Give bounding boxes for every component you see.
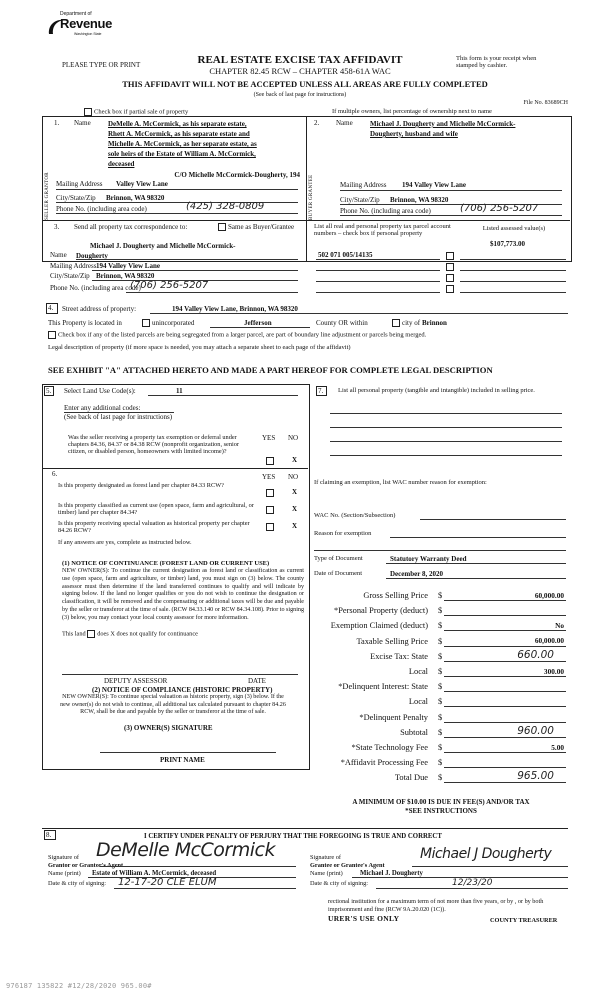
does-text: does X does not qualify for continuance <box>97 630 198 638</box>
assessed-label: Listed assessed value(s) <box>482 225 546 232</box>
tax-mailing-label: Mailing Address <box>50 262 97 270</box>
calc-label: Exemption Claimed (deduct) <box>330 621 428 631</box>
grantor-name-label: Name (print) <box>48 870 81 877</box>
dollar-sign: $ <box>438 712 443 722</box>
dollar-sign: $ <box>438 682 443 692</box>
seller-mailing-label: Mailing Address <box>56 180 103 188</box>
line <box>444 615 566 616</box>
tax-name[interactable] <box>76 241 236 261</box>
city[interactable]: Brinnon <box>422 319 447 327</box>
city-of-label: city of <box>402 319 421 327</box>
deputy-date: DATE <box>248 677 266 685</box>
line <box>444 767 566 768</box>
assessed-value[interactable]: $107,773.00 <box>490 240 525 248</box>
grantor-date-label: Date & city of signing: <box>48 880 107 887</box>
calc-value[interactable]: 60,000.00 <box>534 636 564 646</box>
calc-label: *Delinquent Interest: State <box>338 682 428 692</box>
seller-care-of: C/O Michelle McCormick-Dougherty, 194 <box>174 171 300 179</box>
exemption-yes-checkbox[interactable] <box>266 457 274 465</box>
tax-city[interactable]: Brinnon, WA 98320 <box>96 272 155 280</box>
line <box>444 646 566 647</box>
sig-label-b: Grantee or Grantee's Agent <box>310 861 385 869</box>
county-treasurer: COUNTY TREASURER <box>490 917 558 924</box>
line <box>444 661 566 662</box>
line <box>100 866 296 867</box>
line <box>330 441 562 442</box>
current-use-question: Is this property classified as current use (open space, farm and agricultural, or timber) land per chapter 84.34? <box>58 502 254 517</box>
calc-label: *Delinquent Penalty <box>359 712 428 722</box>
calc-value[interactable]: 965.00 <box>517 770 554 783</box>
doc-date[interactable]: December 8, 2020 <box>390 570 443 578</box>
calc-label: *State Technology Fee <box>351 743 428 752</box>
tax-num: 3. <box>54 223 60 231</box>
calc-value[interactable]: No <box>555 620 564 630</box>
line <box>412 866 568 867</box>
file-no: File No. 83689CH <box>523 100 568 106</box>
reason-field[interactable] <box>390 537 566 538</box>
tax-label: Send all property tax correspondence to: <box>74 223 188 231</box>
certify: I CERTIFY UNDER PENALTY OF PERJURY THAT THE FOREGOING IS TRUE AND CORRECT <box>144 833 442 840</box>
calc-label: *Personal Property (deduct) <box>334 606 428 616</box>
line <box>150 313 568 314</box>
street-address[interactable]: 194 Valley View Lane, Brinnon, WA 98320 <box>172 305 298 313</box>
notice2-body: NEW OWNER(S): To continue special valuation as historic property, sign (3) below. If the new owner(s) do not wish to continue, all additional tax calculated pursuant to chapter 84.26 RCW, shall be due and payable by the seller or transferor at the time of sale. <box>60 694 286 716</box>
line <box>330 427 562 428</box>
buyer-mailing[interactable]: 194 Valley View Lane <box>402 181 466 189</box>
calc-value[interactable]: 5.00 <box>551 742 564 752</box>
print-name: PRINT NAME <box>160 756 205 764</box>
tax-name-line: Dougherty <box>76 252 108 260</box>
additional-codes: Enter any additional codes: <box>64 404 141 412</box>
minimum-fee: A MINIMUM OF $10.00 IS DUE IN FEE(S) AND/OR TAX <box>352 798 530 806</box>
dor-logo <box>46 11 113 42</box>
line <box>444 722 566 723</box>
line <box>340 190 562 191</box>
reason-label: Reason for exemption <box>314 530 372 537</box>
unincorporated-checkbox[interactable] <box>142 319 194 327</box>
line <box>444 752 566 753</box>
seller-name-label: Name <box>74 119 91 127</box>
line <box>210 327 310 328</box>
buyer-name-line: Michael J. Dougherty and Michelle McCormick- <box>370 120 516 128</box>
current-use-no-x[interactable]: X <box>292 505 298 513</box>
calc-value[interactable]: 300.00 <box>543 666 564 676</box>
dollar-sign: $ <box>438 727 443 737</box>
line <box>148 395 298 396</box>
tax-name-label: Name <box>50 251 67 259</box>
sig-label-a: Signature of <box>48 854 79 861</box>
form-title: REAL ESTATE EXCISE TAX AFFIDAVIT <box>197 54 403 66</box>
calc-label: Local <box>408 667 428 676</box>
yes-label: YES <box>262 473 276 481</box>
current-use-yes-checkbox[interactable] <box>266 506 274 514</box>
dollar-sign: $ <box>438 606 443 616</box>
section7-num: 7. <box>318 387 324 395</box>
wac-no-label: WAC No. (Section/Subsection) <box>314 512 396 519</box>
section6-num: 6. <box>52 470 58 478</box>
no-label: NO <box>288 473 299 481</box>
deputy-assessor: DEPUTY ASSESSOR <box>104 677 168 685</box>
seller-phone[interactable]: (425) 328-0809 <box>186 201 265 212</box>
warning: THIS AFFIDAVIT WILL NOT BE ACCEPTED UNLESS ALL AREAS ARE FULLY COMPLETED <box>122 79 488 89</box>
seller-num: 1. <box>54 119 60 127</box>
line <box>386 578 566 579</box>
buyer-phone-label: Phone No. (including area code) <box>340 207 431 215</box>
same-as-checkbox[interactable] <box>218 223 294 231</box>
logo-word: Revenue <box>60 16 113 31</box>
dollar-sign: $ <box>438 697 443 707</box>
no-label: NO <box>288 434 299 442</box>
dollar-sign: $ <box>438 773 443 783</box>
personal-property-checkbox[interactable] <box>446 252 454 260</box>
exemption-no-x[interactable]: X <box>292 456 298 464</box>
same-as-label: Same as Buyer/Grantee <box>228 223 295 231</box>
seller-name-line: deceased <box>108 160 135 168</box>
calc-label: Local <box>408 697 428 707</box>
owner-signature-line[interactable] <box>100 752 276 753</box>
seller-mailing[interactable]: Valley View Lane <box>116 180 168 188</box>
calc-label: Gross Selling Price <box>363 591 428 600</box>
divider <box>306 116 307 261</box>
line <box>62 674 298 675</box>
line <box>376 888 568 889</box>
buyer-city-label: City/State/Zip <box>340 196 380 204</box>
grantee-name-label: Name (print) <box>310 870 343 877</box>
calc-label: Excise Tax: State <box>370 651 428 661</box>
dollar-sign: $ <box>438 636 443 646</box>
personal-property-checkbox[interactable] <box>446 263 454 271</box>
instructions-note: (See back of last page for instructions) <box>253 92 347 98</box>
segregated-label: Check box if any of the listed parcels are being segregated from a larger parcel, are part of boundary line adjustment or parcels being merged. <box>58 331 427 339</box>
seller-phone-label: Phone No. (including area code) <box>56 205 147 213</box>
notice1-title: (1) NOTICE OF CONTINUANCE (FOREST LAND OR CURRENT USE) <box>62 560 270 567</box>
seller-side-label: SELLER GRANTOR <box>45 172 50 220</box>
line <box>114 888 296 889</box>
seller-name-line: Michelle A. McCormick, as her separate estate, as <box>108 140 257 148</box>
forest-question: Is this property designated as forest land per chapter 84.33 RCW? <box>58 482 224 489</box>
land-label: This land <box>62 630 86 638</box>
receipt-note: This form is your receipt when stamped by cashier. <box>456 55 537 70</box>
calc-value[interactable]: 660.00 <box>517 648 554 661</box>
seller-name-line: DeMelle A. McCormick, as his separate estate, <box>108 120 247 128</box>
line <box>314 550 566 551</box>
does-checkbox[interactable] <box>87 630 95 638</box>
line <box>126 292 298 293</box>
dollar-sign: $ <box>438 651 443 661</box>
dollar-sign: $ <box>438 743 443 752</box>
partial-sale-label: Check box if partial sale of property <box>94 108 189 116</box>
forest-yes-checkbox[interactable] <box>266 489 274 497</box>
form-chapter: CHAPTER 82.45 RCW – CHAPTER 458-61A WAC <box>209 66 391 76</box>
buyer-phone[interactable]: (706) 256-5207 <box>460 203 539 214</box>
dollar-sign: $ <box>438 621 443 631</box>
line <box>330 455 562 456</box>
line <box>444 691 566 692</box>
landuse-num: 5. <box>46 387 52 395</box>
calc-label: Subtotal <box>400 727 428 737</box>
logo-line3: Washington State <box>74 32 102 36</box>
tax-phone[interactable]: (706) 256-5207 <box>130 280 209 291</box>
parcels-label: List all real and personal property tax parcel account numbers – check box if personal property <box>314 223 451 238</box>
treasurer-use: URER'S USE ONLY <box>328 914 400 923</box>
calc-label: Taxable Selling Price <box>356 636 428 646</box>
see-instructions: *SEE INSTRUCTIONS <box>405 807 477 815</box>
wac-no-field[interactable] <box>420 519 566 520</box>
county[interactable]: Jefferson <box>244 319 272 327</box>
divider <box>42 220 570 221</box>
divider <box>42 468 308 469</box>
tax-city-label: City/State/Zip <box>50 272 90 280</box>
line <box>386 563 566 564</box>
dollar-sign: $ <box>438 667 443 676</box>
located-in: This Property is located in <box>48 319 122 327</box>
calc-label: *Affidavit Processing Fee <box>340 758 428 768</box>
partial-sale-checkbox[interactable] <box>84 108 188 116</box>
street-label: Street address of property: <box>62 305 137 313</box>
grantee-name[interactable]: Michael J. Dougherty <box>360 870 423 877</box>
logo-line1: Department of <box>60 11 92 17</box>
forest-no-x[interactable]: X <box>292 488 298 496</box>
receipt-stamp: 976187 135822 #12/28/2020 965.00# <box>6 982 152 990</box>
historic-yes-checkbox[interactable] <box>266 523 274 531</box>
seller-name-line: Rhett A. McCormick, as his separate estate and <box>108 130 250 138</box>
line <box>444 630 566 631</box>
line <box>56 189 298 190</box>
seller-city-label: City/State/Zip <box>56 194 96 202</box>
buyer-name-label: Name <box>336 119 353 127</box>
tax-mailing[interactable]: 194 Valley View Lane <box>96 262 160 270</box>
buyer-num: 2. <box>314 119 320 127</box>
notice1-body: NEW OWNER(S): To continue the current designation as forest land or classification as current use (open space, farm and agriculture, or timber) land, you must sign on (3) below. The county assessor must then determine if the land transferred continues to qualify and will indicate by signing below. If the land no longer qualifies or you do not wish to continue the designation or classification, it will be removed and the compensating or additional taxes will be due and payable by the seller or transferor at the time of sale. (RCW 84.33.140 or RCW 84.34.108). Prior to signing (3) below, you may contact your local county assessor for more information. <box>62 568 304 621</box>
tax-name-line: Michael J. Dougherty and Michelle McCormick- <box>90 242 236 250</box>
multiple-owners: If multiple owners, list percentage of ownership next to name <box>332 108 492 115</box>
personal-property-label: List all personal property (tangible and intangible) included in selling price. <box>338 387 535 394</box>
calc-value[interactable]: 60,000.00 <box>534 590 564 600</box>
historic-question: Is this property receiving special valuation as historical property per chapter 84.26 RCW? <box>58 520 250 535</box>
grantor-date[interactable]: 12-17-20 CLE ELUM <box>118 877 217 888</box>
sig-label-b: Grantor or Grantor's Agent <box>48 861 124 869</box>
line <box>444 706 566 707</box>
grantor-name[interactable]: Estate of William A. McCormick, deceased <box>92 870 217 877</box>
line <box>444 676 566 677</box>
line <box>56 213 298 214</box>
buyer-side-label: BUYER GRANTEE <box>309 174 314 220</box>
city-of-checkbox[interactable] <box>392 319 420 327</box>
personal-property-checkbox[interactable] <box>446 274 454 282</box>
grantee-sig-label <box>310 854 385 869</box>
penalty-note: rectional institution for a maximum term of not more than five years, or by , or by both imprisonment and fine (RCW 9A.20.020 (1C)). <box>328 898 544 913</box>
grantee-date[interactable]: 12/23/20 <box>452 878 493 888</box>
owner-signature: (3) OWNER(S) SIGNATURE <box>124 724 213 732</box>
yes-label: YES <box>262 434 276 442</box>
seller-name[interactable] <box>108 119 298 169</box>
street-num: 4. <box>48 304 54 312</box>
land-qualify <box>62 630 198 638</box>
dollar-sign: $ <box>438 591 443 600</box>
segregated-checkbox[interactable] <box>48 331 568 339</box>
parcel-number[interactable]: 502 071 005/14135 <box>318 251 373 259</box>
line <box>76 259 298 260</box>
line <box>444 737 566 738</box>
grantee-signature[interactable]: Michael J Dougherty <box>420 846 552 862</box>
doc-type-label: Type of Document <box>314 555 363 562</box>
notice2-title: (2) NOTICE OF COMPLIANCE (HISTORIC PROPERTY) <box>92 686 273 694</box>
exhibit-a: SEE EXHIBIT "A" ATTACHED HERETO AND MADE A PART HEREOF FOR COMPLETE LEGAL DESCRIPTION <box>48 365 493 375</box>
doc-date-label: Date of Document <box>314 570 363 577</box>
line <box>330 413 562 414</box>
grantor-signature[interactable]: DeMelle McCormick <box>96 839 275 861</box>
divider <box>42 828 568 829</box>
personal-property-checkbox[interactable] <box>446 285 454 293</box>
wac-claim: If claiming an exemption, list WAC number reason for exemption: <box>314 479 487 486</box>
calc-value[interactable]: 960.00 <box>517 724 554 737</box>
line <box>92 270 298 271</box>
sig-label-a: Signature of <box>310 854 341 861</box>
grantee-date-label: Date & city of signing: <box>310 880 369 887</box>
calc-label: Total Due <box>394 773 428 783</box>
county-label: County OR within <box>316 319 368 327</box>
if-any-yes: If any answers are yes, complete as instructed below. <box>58 539 192 546</box>
exemption-question: Was the seller receiving a property tax exemption or deferral under chapters 84.36, 84.37 or 84.38 RCW (nonprofit organization, senior citizen, or disabled person, homeowners with limited income)? <box>68 434 239 456</box>
buyer-mailing-label: Mailing Address <box>340 181 387 189</box>
section8-num: 8. <box>46 831 52 839</box>
buyer-city[interactable]: Brinnon, WA 98320 <box>390 196 449 204</box>
dollar-sign: $ <box>438 758 443 768</box>
legal-label: Legal description of property (if more space is needed, you may attach a separate sheet to each page of the affidavit) <box>48 344 351 351</box>
buyer-name[interactable] <box>370 119 566 139</box>
historic-no-x[interactable]: X <box>292 522 298 530</box>
landuse-label: Select Land Use Code(s): <box>64 387 136 395</box>
seller-name-line: sole heirs of the Estate of William A. McCormick, <box>108 150 256 158</box>
see-back: (See back of last page for instructions) <box>64 413 173 421</box>
buyer-name-line: Dougherty, husband and wife <box>370 130 458 138</box>
seller-city[interactable]: Brinnon, WA 98320 <box>106 194 165 202</box>
line <box>340 215 562 216</box>
landuse-code[interactable]: 11 <box>176 387 183 395</box>
doc-type[interactable]: Statutory Warranty Deed <box>390 555 467 563</box>
line <box>444 600 566 601</box>
please-type: PLEASE TYPE OR PRINT <box>62 61 141 69</box>
tax-phone-label: Phone No. (including area code) <box>50 284 141 292</box>
line <box>444 782 566 783</box>
unincorporated-label: unincorporated <box>152 319 195 327</box>
